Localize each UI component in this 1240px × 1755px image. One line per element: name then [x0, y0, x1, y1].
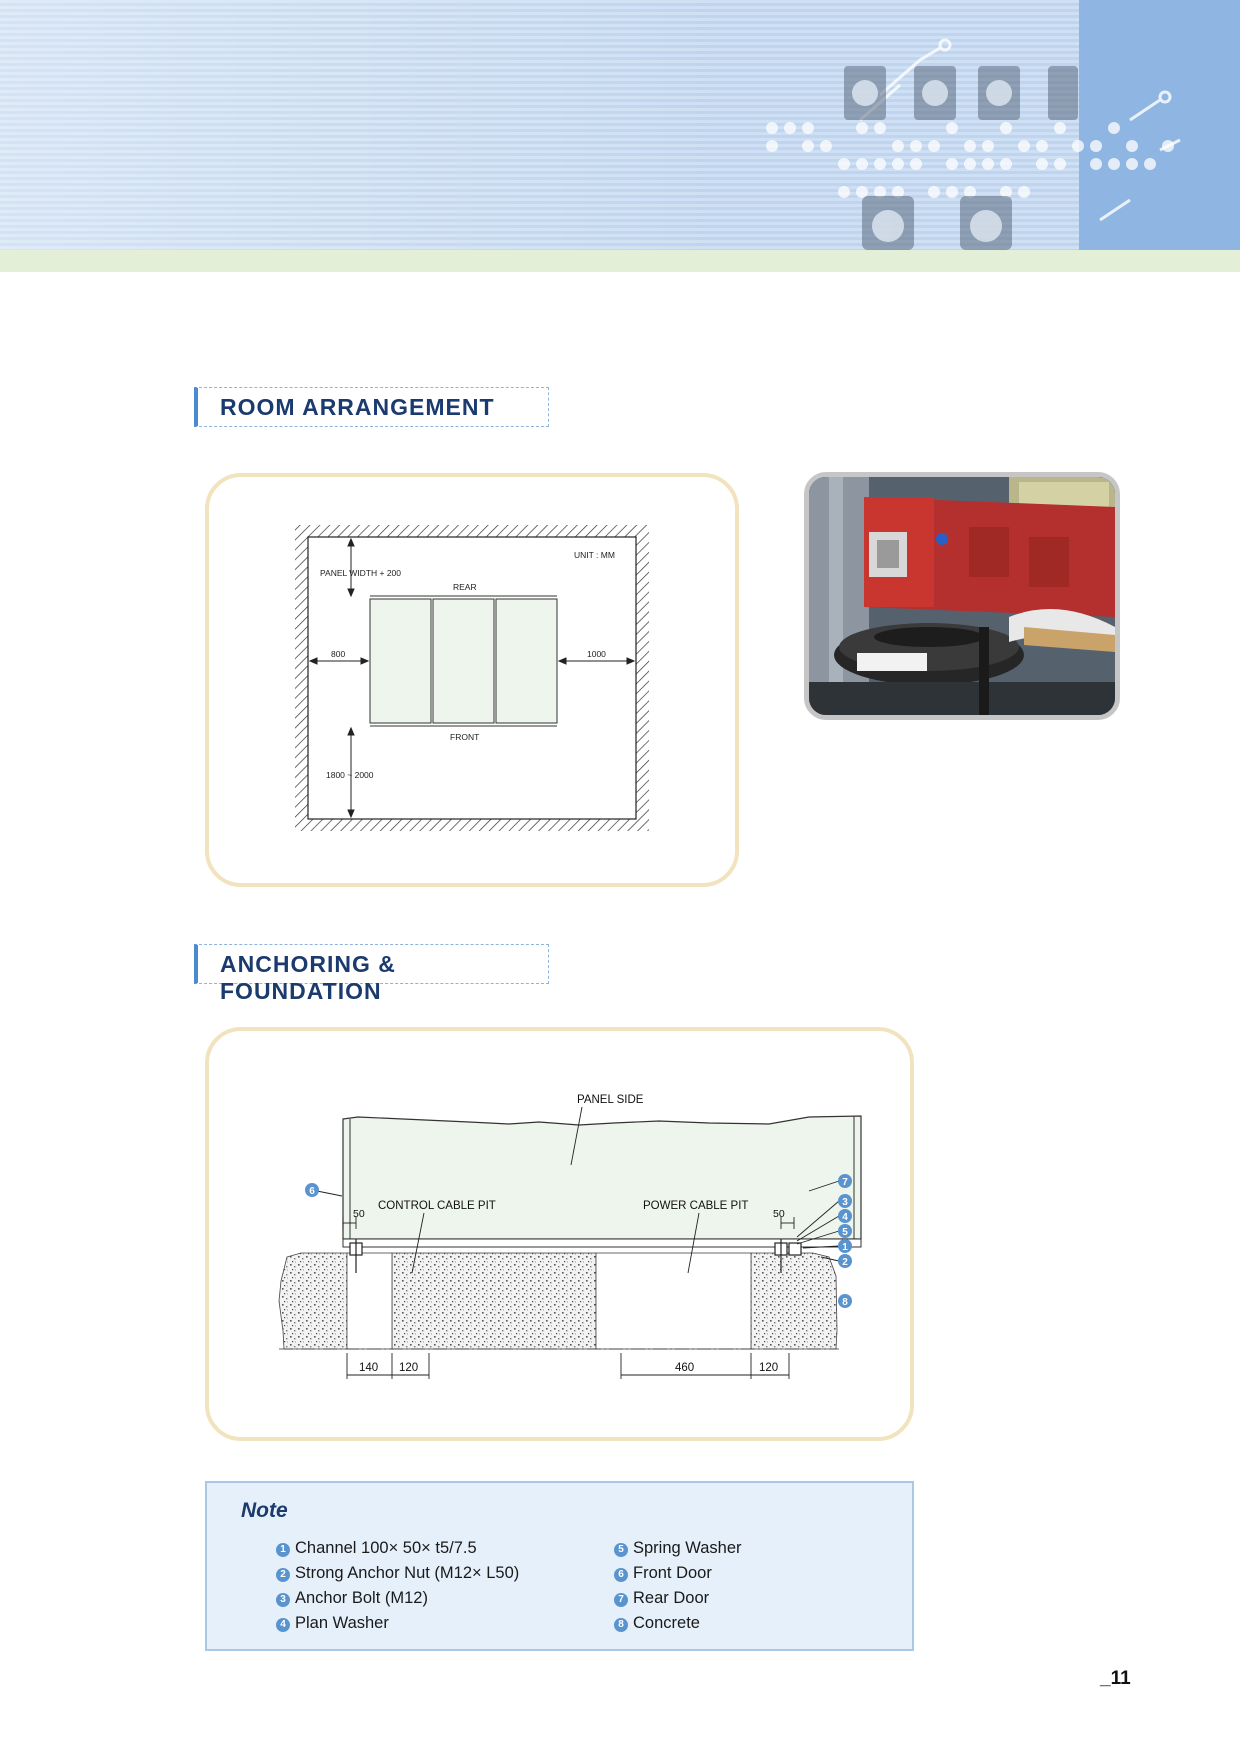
- foundation-diagram: [209, 1031, 910, 1437]
- unit-label: UNIT : MM: [574, 550, 615, 560]
- callout-2: 2: [842, 1257, 848, 1268]
- note-item-text: Concrete: [633, 1614, 700, 1632]
- note-item-text: Spring Washer: [633, 1539, 742, 1557]
- power-cable-pit-label: POWER CABLE PIT: [643, 1200, 749, 1212]
- callout-1: 1: [842, 1242, 848, 1253]
- room-arrangement-frame: [205, 473, 739, 887]
- note-title: Note: [241, 1499, 288, 1522]
- room-arrangement-heading: [194, 387, 549, 427]
- note-number-badge: 1: [276, 1543, 290, 1557]
- circuit-decoration-icon: [0, 0, 1240, 250]
- dim-460: 460: [675, 1362, 695, 1374]
- note-item-text: Anchor Bolt (M12): [295, 1589, 428, 1607]
- dim-120-left: 120: [399, 1362, 419, 1374]
- concrete-right: [751, 1253, 837, 1349]
- panel-1: [370, 599, 431, 723]
- anchoring-foundation-heading: [194, 944, 549, 1004]
- note-item-text: Plan Washer: [295, 1614, 389, 1632]
- panel-2: [433, 599, 494, 723]
- note-number-badge: 5: [614, 1543, 628, 1557]
- rear-label: REAR: [453, 582, 477, 592]
- room-arrangement-title: ROOM ARRANGEMENT: [220, 394, 495, 420]
- callout-8: 8: [842, 1297, 848, 1308]
- note-item: [276, 1539, 477, 1558]
- callout-4: 4: [842, 1212, 848, 1223]
- left-clearance-label: 800: [331, 649, 346, 659]
- dim-50-left: 50: [353, 1208, 365, 1220]
- note-item-text: Rear Door: [633, 1589, 710, 1607]
- note-item: [614, 1539, 742, 1558]
- page-number: _11: [1100, 1668, 1131, 1689]
- concrete-left: [279, 1253, 347, 1349]
- callout-5: 5: [842, 1227, 848, 1238]
- note-item: [614, 1614, 700, 1633]
- panel-width-label: PANEL WIDTH + 200: [320, 568, 402, 578]
- switchgear-photo: [804, 472, 1120, 720]
- room-arrangement-diagram: [209, 477, 735, 883]
- note-item: [614, 1564, 712, 1583]
- note-item: [276, 1614, 389, 1633]
- foundation-frame: [205, 1027, 914, 1441]
- callout-7: 7: [842, 1177, 848, 1188]
- note-number-badge: 2: [276, 1568, 290, 1582]
- note-item: [276, 1589, 428, 1608]
- dim-120-right: 120: [759, 1362, 779, 1374]
- note-box: [205, 1481, 914, 1651]
- callout-3: 3: [842, 1197, 848, 1208]
- note-number-badge: 7: [614, 1593, 628, 1607]
- anchoring-foundation-title: ANCHORING & FOUNDATION: [220, 951, 396, 1004]
- switchgear-photo-illustration: [809, 477, 1115, 715]
- front-clearance-label: 1800 ~ 2000: [326, 770, 374, 780]
- note-number-badge: 6: [614, 1568, 628, 1582]
- note-number-badge: 8: [614, 1618, 628, 1632]
- right-clearance-label: 1000: [587, 649, 606, 659]
- note-item-text: Channel 100× 50× t5/7.5: [295, 1539, 477, 1557]
- note-item: [276, 1564, 519, 1583]
- header-banner: [0, 0, 1240, 272]
- panel-3: [496, 599, 557, 723]
- banner-green-strip: [0, 250, 1240, 272]
- panel-side-label: PANEL SIDE: [577, 1094, 644, 1106]
- front-label: FRONT: [450, 732, 480, 742]
- note-item: [614, 1589, 709, 1608]
- concrete-middle: [392, 1253, 596, 1349]
- control-cable-pit-label: CONTROL CABLE PIT: [378, 1200, 496, 1212]
- callout-6: 6: [309, 1186, 315, 1197]
- note-item-text: Strong Anchor Nut (M12× L50): [295, 1564, 520, 1582]
- dim-50-right: 50: [773, 1208, 785, 1220]
- dim-140: 140: [359, 1362, 379, 1374]
- note-number-badge: 3: [276, 1593, 290, 1607]
- panel-side-outline: [343, 1116, 861, 1239]
- note-item-text: Front Door: [633, 1564, 712, 1582]
- note-number-badge: 4: [276, 1618, 290, 1632]
